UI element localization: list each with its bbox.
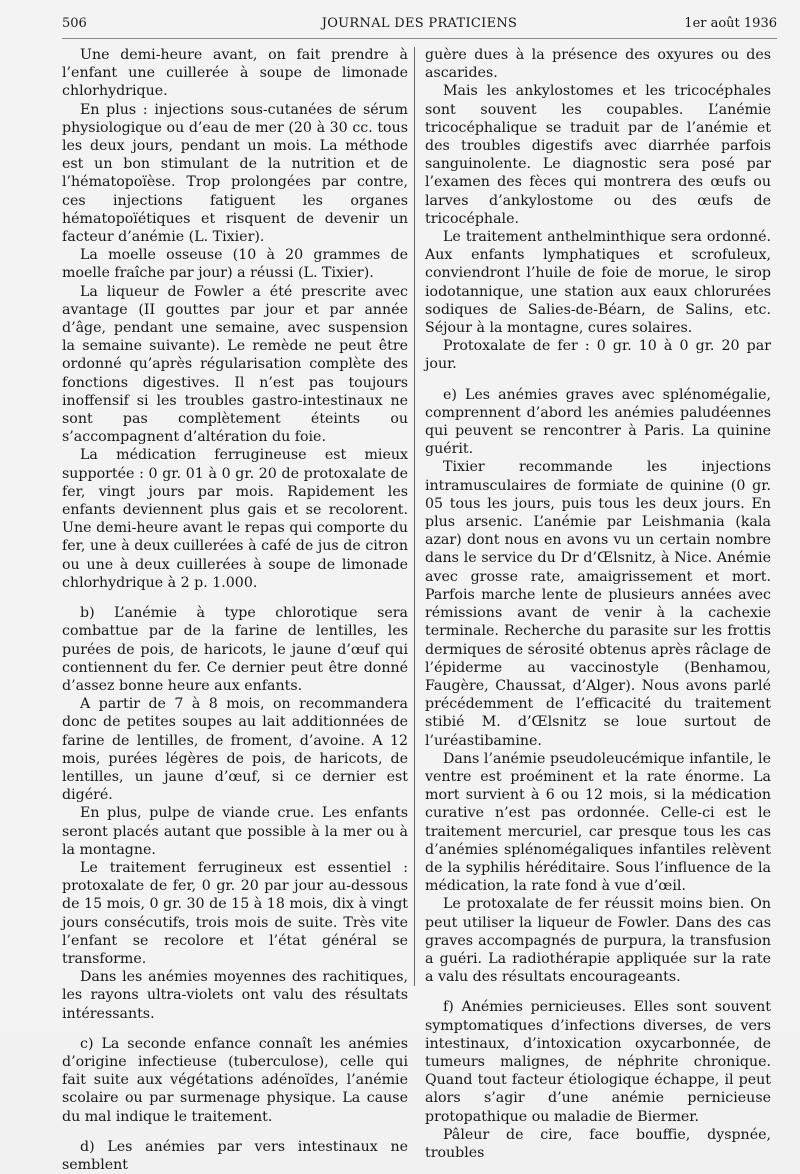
paragraph-7-right: Dans l’anémie pseudoleucémique infantile, le ventre est proéminent et la rate énorme. La mort survient à 6 ou 12 mois, si la médication curative n’est pas ordonnée. Celle-ci est le traitement mercuriel, car presque tous les cas d’anémies splénomégaliques infantiles relèvent de la syphilis héréditaire. Sous l’influence de la médication, la rate fond à vue d’œil. bbox=[425, 750, 771, 895]
paragraph-1: Une demi-heure avant, on fait prendre à l’enfant une cuillerée à soupe de limonade chlorhydrique. bbox=[62, 47, 408, 100]
section-d: d) Les anémies par vers intestinaux ne semblent bbox=[62, 1138, 408, 1173]
paragraph-8-right: Le protoxalate de fer réussit moins bien. On peut utiliser la liqueur de Fowler. Dans des cas graves accompagnés de purpura, la transfusion a guéri. La radiothérapie appliquée sur la rate a valu des résultats encourageants. bbox=[425, 896, 771, 986]
paragraph-4-right: Protoxalate de fer : 0 gr. 10 à 0 gr. 20 par jour. bbox=[425, 338, 771, 373]
paragraph-2: En plus : injections sous-cutanées de sérum physiologique ou d’eau de mer (20 à 30 cc. tous les deux jours, pendant un mois. La méthode est un bon stimulant de la nutrition et de l’hématopoïèse. Trop prolongées par contre, ces injections fatiguent les organes hématopoïétiques et risquent de devenir un facteur d’anémie (L. Tixier). bbox=[62, 101, 408, 246]
column-divider bbox=[414, 47, 415, 986]
paragraph-2-right: Mais les ankylostomes et les tricocéphales sont souvent les coupables. L’anémie tricocéphalique se traduit par de l’anémie et des troubles digestifs avec diarrhée parfois sanguinolente. Le diagnostic sera posé par l’examen des fèces qui montrera des œufs ou larves d’ankylostome ou des œufs de tricocéphale. bbox=[425, 83, 771, 227]
paragraph-9: Le traitement ferrugineux est essentiel : protoxalate de fer, 0 gr. 20 par jour au-dessous de 15 mois, 0 gr. 30 de 15 à 18 mois, dix à vingt jours consécutifs, trois mois de suite. Très vite l’enfant se recolore et l’état général se transforme. bbox=[62, 859, 408, 967]
paragraph-6-right: Tixier recommande les injections intramusculaires de formiate de quinine (0 gr. 05 tous les jours, puis tous les deux jours. En plus arsenic. L’anémie par Leishmania (kala azar) dont nous en avons vu un certain nombre dans le service du Dr d’Œlsnitz, à Nice. Anémie avec grosse rate, amaigrissement et mort. Parfois marche lente de plusieurs années avec rémissions avant de venir à la cachexie terminale. Recherche du parasite sur les frottis dermiques de sérosité obtenus après râclage de l’épiderme au vaccinostyle (Benhamou, Faugère, Chaussat, d’Alger). Nous avons parlé précédemment de l’efficacité du traitement stibié M. d’Œlsnitz se loue surtout de l’uréastibamine. bbox=[425, 459, 772, 749]
paragraph-7: A partir de 7 à 8 mois, on recommandera donc de petites soupes au lait additionnées de farine de lentilles, de froment, d’avoine. A 12 mois, purées légères de pois, de haricots, de lentilles, un jaune d’œuf, si ce dernier est digéré. bbox=[62, 696, 408, 804]
paragraph-3: La moelle osseuse (10 à 20 grammes de moelle fraîche par jour) a réussi (L. Tixier). bbox=[62, 247, 408, 282]
paragraph-8: En plus, pulpe de viande crue. Les enfants seront placés autant que possible à la mer ou à la montagne. bbox=[62, 805, 408, 858]
journal-title: JOURNAL DES PRATICIENS bbox=[321, 16, 518, 31]
section-c: c) La seconde enfance connaît les anémies d’origine infectieuse (tuberculose), celle qui fait suite aux végétations adénoïdes, l’anémie scolaire ou par surmenage physique. La cause du mal indique le traitement. bbox=[62, 1035, 408, 1125]
paragraph-10-right: Pâleur de cire, face bouffie, dyspnée, troubles bbox=[425, 1126, 771, 1161]
paragraph-continuation: guère dues à la présence des oxyures ou des ascarides. bbox=[425, 47, 771, 82]
page-number: 506 bbox=[62, 16, 87, 31]
paragraph-3-right: Le traitement anthelminthique sera ordonné. Aux enfants lymphatiques et scrofuleux, conviendront l’huile de foie de morue, le sirop iodotannique, une station aux eaux chlorurées sodiques de Salies-de-Béarn, de Salins, etc. Séjour à la montagne, cures solaires. bbox=[425, 229, 771, 337]
issue-date: 1er août 1936 bbox=[684, 16, 777, 31]
section-f: f) Anémies pernicieuses. Elles sont souvent symptomatiques d’infections diverses, de vers intestinaux, d’intoxication oxycarbonnée, de tumeurs malignes, de néphrite chronique. Quand tout facteur étiologique échappe, il peut alors s’agir d’une anémie pernicieuse protopathique ou maladie de Biermer. bbox=[425, 999, 771, 1125]
left-column bbox=[62, 46, 408, 1174]
paragraph-10: Dans les anémies moyennes des rachitiques, les rayons ultra-violets ont valu des résultats intéressants. bbox=[62, 969, 408, 1022]
page-header bbox=[62, 14, 777, 39]
section-e: e) Les anémies graves avec splénomégalie, comprennent d’abord les anémies paludéennes qui peuvent se rencontrer à Paris. La quinine guérit. bbox=[425, 386, 771, 458]
paragraph-5: La médication ferrugineuse est mieux supportée : 0 gr. 01 à 0 gr. 20 de protoxalate de fer, vingt jours par mois. Rapidement les enfants deviennent plus gais et se recolorent. Une demi-heure avant le repas qui comporte du fer, une à deux cuillerées à café de jus de citron ou une à deux cuillerées à soupe de limonade chlorhydrique à 2 p. 1.000. bbox=[62, 447, 408, 591]
section-b: b) L’anémie à type chlorotique sera combattue par de la farine de lentilles, les purées de pois, de haricots, le jaune d’œuf qui contiennent du fer. Ce dernier peut être donné d’assez bonne heure aux enfants. bbox=[62, 605, 408, 694]
paragraph-4: La liqueur de Fowler a été prescrite avec avantage (II gouttes par jour et par année d’âge, pendant une semaine, avec suspension la semaine suivante). Le remède ne peut être ordonné qu’après régularisation complète des fonctions digestives. Il n’est pas toujours inoffensif si les troubles gastro-intestinaux ne sont pas complètement éteints ou s’accompagnent d’altération du foie. bbox=[62, 283, 408, 446]
right-column bbox=[425, 46, 771, 1162]
